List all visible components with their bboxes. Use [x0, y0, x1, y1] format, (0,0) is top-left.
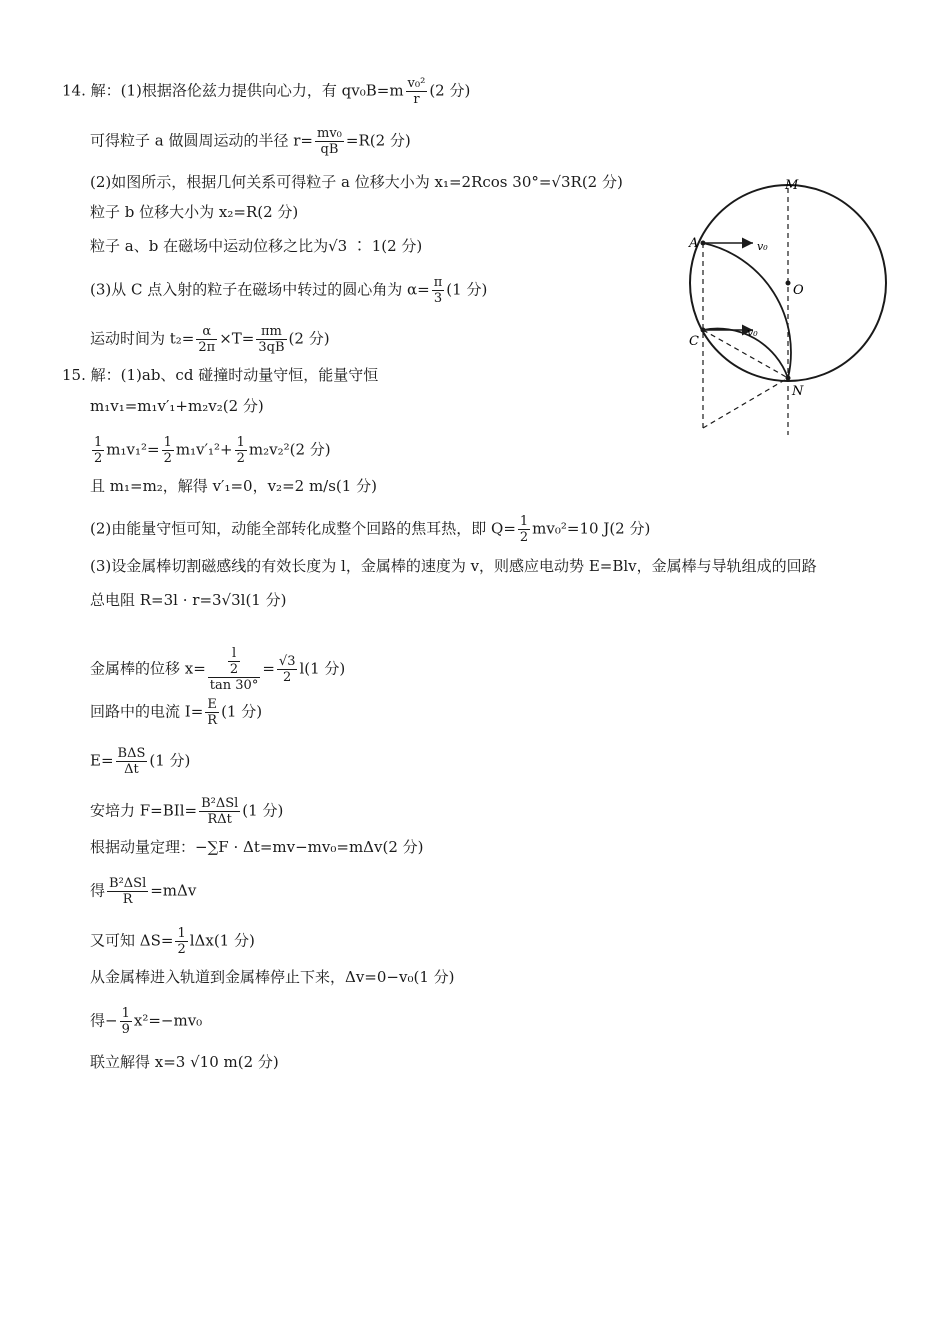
q15-p11-text: 安培力 F=BIl=: [90, 801, 198, 820]
q15-p3-c: m₂v₂²(2 分): [248, 440, 331, 459]
q14-p1-fraction: $\frac{\text{v₀²}}{r}$: [407, 76, 426, 107]
q15-p3-a: m₁v₁²=: [106, 440, 160, 459]
q15-line-16: [90, 1006, 202, 1037]
q15-p9-text: 回路中的电流 I=: [90, 702, 204, 721]
q15-line-8: [90, 646, 345, 693]
label-m: M: [785, 178, 799, 193]
magnetic-field-diagram: [683, 170, 888, 438]
q15-line-10: [90, 746, 190, 777]
q14-p6-text: (3)从 C 点入射的粒子在磁场中转过的圆心角为 α=: [90, 280, 430, 299]
q15-p8-text: 金属棒的位移 x=: [90, 659, 206, 678]
q15-line-3: [90, 435, 331, 466]
q15-line-14: [90, 926, 255, 957]
q14-p2-text: 可得粒子 a 做圆周运动的半径 r=: [90, 131, 313, 150]
q15-line-12: 根据动量定理：−∑F · Δt=mv−mv₀=mΔv(2 分): [90, 838, 424, 856]
q14-line-1: [62, 76, 470, 107]
label-v0-c: v₀: [747, 326, 758, 339]
q15-p8-big-num: [208, 646, 261, 678]
q14-p2-tail: =R(2 分): [345, 131, 411, 150]
q14-line-2: [90, 126, 411, 157]
q15-p10-fraction: $\frac{\text{BΔS}}{\Delta t}$: [117, 746, 146, 777]
q15-p16-text: 得−: [90, 1011, 118, 1030]
q15-p3-half-3: $\frac{1}{2}$: [236, 435, 245, 466]
q15-p1: (1)ab、cd 碰撞时动量守恒，能量守恒: [120, 366, 379, 384]
q15-line-7: 总电阻 R=3l · r=3√3l(1 分): [90, 591, 287, 609]
label-a: A: [689, 236, 699, 251]
q15-p5-half: $\frac{1}{2}$: [519, 514, 529, 545]
q15-line-17: 联立解得 x=3 √10 m(2 分): [90, 1053, 279, 1071]
q14-p6-fraction: $\frac{\pi}{3}$: [433, 275, 443, 306]
q15-p9-fraction: $\frac{E}{R}$: [207, 697, 218, 728]
point-c: [701, 328, 706, 333]
q15-line-5: [90, 514, 650, 545]
q14-line-5: 粒子 a、b 在磁场中运动位移之比为√3 ∶ 1(2 分): [90, 237, 423, 255]
q15-line-4: 且 m₁=m₂，解得 v′₁=0，v₂=2 m/s(1 分): [90, 477, 377, 495]
q15-p8-tail: l(1 分): [299, 659, 346, 678]
q14-p7-tail: (2 分): [288, 329, 330, 348]
q15-p10-text: E=: [90, 751, 114, 770]
q14-p2-fraction: $\frac{\text{mv₀}}{qB}$: [317, 126, 342, 157]
q14-p1-tail: (2 分): [429, 81, 471, 100]
q15-p8-mid: =: [262, 659, 275, 678]
q15-p5-tail: mv₀²=10 J(2 分): [532, 519, 651, 538]
q15-p3-b: m₁v′₁²+: [175, 440, 233, 459]
q15-line-13: [90, 876, 196, 907]
point-a: [701, 241, 706, 246]
q15-p13-text: 得: [90, 881, 106, 900]
q15-p16-fraction: $\frac{1}{9}$: [121, 1006, 130, 1037]
point-o: [786, 281, 791, 286]
q14-line-4: 粒子 b 位移大小为 x₂=R(2 分): [90, 203, 299, 221]
q15-p16-tail: x²=−mv₀: [133, 1011, 203, 1030]
q15-p11-tail: (1 分): [242, 801, 284, 820]
q15-line-2: m₁v₁=m₁v′₁+m₂v₂(2 分): [90, 397, 264, 415]
q15-line-11: [90, 796, 283, 827]
q15-p8-inner-frac: $\frac{l}{2}$: [229, 646, 239, 677]
q15-p3-half-2: $\frac{1}{2}$: [163, 435, 172, 466]
q15-p14-text: 又可知 ΔS=: [90, 931, 174, 950]
q14-p7-fraction-1: $\frac{\alpha}{2\pi}$: [198, 324, 216, 355]
q14-p7-text: 运动时间为 t₂=: [90, 329, 195, 348]
q15-line-6: (3)设金属棒切割磁感线的有效长度为 l，金属棒的速度为 v，则感应电动势 E=Blv，金属棒与导轨组成的回路: [90, 557, 817, 575]
q15-number: 15. 解：: [62, 366, 121, 384]
q15-p9-tail: (1 分): [221, 702, 263, 721]
q15-p13-fraction: $\frac{\text{B²ΔSl}}{R}$: [109, 876, 147, 907]
q15-p5-text: (2)由能量守恒可知，动能全部转化成整个回路的焦耳热，即 Q=: [90, 519, 516, 538]
q14-line-6: [90, 275, 487, 306]
q14-line-3: (2)如图所示，根据几何关系可得粒子 a 位移大小为 x₁=2Rcos 30°=√3R(2 分): [90, 173, 623, 191]
point-n: [786, 376, 791, 381]
q15-p3-half-1: $\frac{1}{2}$: [94, 435, 103, 466]
q14-line-7: [90, 324, 330, 355]
q15-p8-fraction-2: $\frac{√3}{2}$: [278, 654, 296, 685]
q15-p14-half: $\frac{1}{2}$: [177, 926, 186, 957]
q14-p1-text: (1)根据洛伦兹力提供向心力，有 qv₀B=m: [120, 81, 404, 100]
q15-p14-tail: lΔx(1 分): [189, 931, 255, 950]
q15-p11-fraction: $\frac{\text{B²ΔSl}}{\text{RΔt}}$: [201, 796, 239, 827]
label-o: O: [793, 283, 804, 298]
q14-p7-fraction-2: $\frac{\pi m}{3qB}$: [258, 324, 285, 355]
q15-line-1: [62, 364, 378, 386]
label-n: N: [792, 384, 804, 399]
q14-number: 14. 解：: [62, 81, 121, 100]
label-c: C: [689, 334, 699, 349]
q15-p13-tail: =mΔv: [150, 881, 197, 900]
q15-line-9: [90, 697, 262, 728]
bottom-dashed-line: [703, 378, 788, 428]
q15-p8-big-fraction: $\frac{\frac{l}{2}}{\tan 30^\circ}$: [209, 646, 259, 693]
q14-p7-mid: ×T=: [219, 329, 255, 348]
q14-p6-tail: (1 分): [446, 280, 488, 299]
q15-line-15: 从金属棒进入轨道到金属棒停止下来，Δv=0−v₀(1 分): [90, 968, 455, 986]
label-v0-a: v₀: [757, 240, 768, 253]
q15-p10-tail: (1 分): [149, 751, 191, 770]
